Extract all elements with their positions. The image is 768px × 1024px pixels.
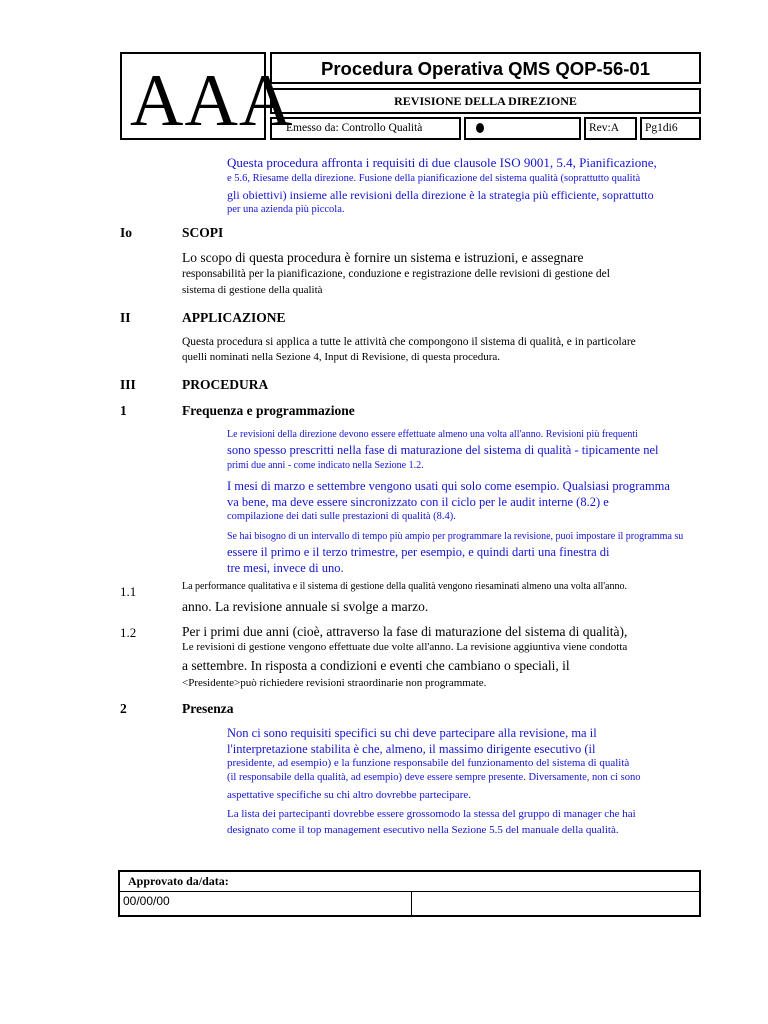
approval-signature-field[interactable] bbox=[415, 892, 697, 915]
bullet-cell bbox=[464, 117, 581, 140]
approval-column-divider bbox=[411, 891, 412, 915]
s12-line: a settembre. In risposta a condizioni e eventi che cambiano o speciali, il bbox=[182, 658, 570, 673]
presenza-note-line: La lista dei partecipanti dovrebbe essere grossomodo la stessa del gruppo di manager che hai bbox=[227, 808, 636, 820]
applicazione-line: Questa procedura si applica a tutte le attività che compongono il sistema di qualità, e in particolare bbox=[182, 336, 636, 348]
section-title-frequenza: Frequenza e programmazione bbox=[182, 403, 355, 418]
title-box bbox=[270, 52, 701, 84]
s12-line: Le revisioni di gestione vengono effettuate due volte all'anno. La revisione aggiuntiva viene condotta bbox=[182, 641, 628, 653]
issued-by: Emesso da: Controllo Qualità bbox=[286, 122, 423, 134]
frequenza-note-line: Le revisioni della direzione devono essere effettuate almeno una volta all'anno. Revisioni più frequenti bbox=[227, 429, 638, 440]
section-number: Io bbox=[120, 225, 133, 240]
company-logo: AAA bbox=[130, 60, 294, 142]
subtitle-box bbox=[270, 88, 701, 114]
intro-line: Questa procedura affronta i requisiti di due clausole ISO 9001, 5.4, Pianificazione, bbox=[227, 155, 657, 170]
frequenza-note-line: Se hai bisogno di un intervallo di tempo più ampio per programmare la revisione, puoi impostare il programma su bbox=[227, 531, 684, 542]
frequenza-note-line: sono spesso prescritti nella fase di maturazione del sistema di qualità - tipicamente nel bbox=[227, 443, 659, 457]
frequenza-note-line: va bene, ma deve essere sincronizzato con il ciclo per le audit interne (8.2) e bbox=[227, 495, 609, 509]
approval-table bbox=[118, 870, 701, 917]
intro-line: e 5.6, Riesame della direzione. Fusione della pianificazione del sistema qualità (soprattutto qualità bbox=[227, 173, 641, 184]
subsection-number: 1.1 bbox=[120, 584, 137, 599]
issued-by-cell bbox=[270, 117, 461, 140]
section-number: 1 bbox=[120, 403, 127, 418]
approval-label: Approvato da/data: bbox=[128, 874, 229, 888]
presenza-note-line: Non ci sono requisiti specifici su chi deve partecipare alla revisione, ma il bbox=[227, 726, 597, 740]
section-title-procedura: PROCEDURA bbox=[182, 377, 269, 392]
section-title-scopi: SCOPI bbox=[182, 225, 224, 240]
s12-line: <Presidente>può richiedere revisioni straordinarie non programmate. bbox=[182, 677, 487, 689]
presenza-note-line: aspettative specifiche su chi altro dovrebbe partecipare. bbox=[227, 789, 472, 801]
scopi-line: responsabilità per la pianificazione, conduzione e registrazione delle revisioni di gestione del bbox=[182, 268, 610, 280]
s11-line: anno. La revisione annuale si svolge a marzo. bbox=[182, 599, 429, 614]
presenza-note-line: presidente, ad esempio) e la funzione responsabile del funzionamento del sistema di qualità bbox=[227, 757, 630, 769]
bullet-icon bbox=[476, 123, 484, 133]
applicazione-line: quelli nominati nella Sezione 4, Input di Revisione, di questa procedura. bbox=[182, 351, 501, 363]
page-cell bbox=[640, 117, 701, 140]
frequenza-note-line: tre mesi, invece di uno. bbox=[227, 561, 344, 575]
intro-line: per una azienda più piccola. bbox=[227, 204, 345, 215]
presenza-note-line: (il responsabile della qualità, ad esempio) deve essere sempre presente. Diversamente, non ci sono bbox=[227, 772, 641, 783]
presenza-note-line: l'interpretazione stabilita è che, almeno, il massimo dirigente esecutivo (il bbox=[227, 742, 596, 756]
revision-cell bbox=[584, 117, 637, 140]
document-title: Procedura Operativa QMS QOP-56-01 bbox=[320, 58, 650, 79]
document-subtitle: REVISIONE DELLA DIREZIONE bbox=[394, 94, 577, 108]
section-title-presenza: Presenza bbox=[182, 701, 234, 716]
scopi-line: Lo scopo di questa procedura è fornire un sistema e istruzioni, e assegnare bbox=[182, 250, 584, 265]
frequenza-note-line: compilazione dei dati sulle prestazioni di qualità (8.4). bbox=[227, 511, 456, 522]
section-number: 2 bbox=[120, 701, 127, 716]
frequenza-note-line: I mesi di marzo e settembre vengono usati qui solo come esempio. Qualsiasi programma bbox=[227, 479, 670, 493]
section-title-applicazione: APPLICAZIONE bbox=[182, 310, 286, 325]
intro-line: gli obiettivi) insieme alle revisioni della direzione è la strategia più efficiente, soprattutto bbox=[227, 188, 654, 202]
frequenza-note-line: essere il primo e il terzo trimestre, per esempio, e quindi darti una finestra di bbox=[227, 545, 610, 559]
subsection-number: 1.2 bbox=[120, 625, 137, 640]
frequenza-note-line: primi due anni - come indicato nella Sezione 1.2. bbox=[227, 460, 424, 471]
s12-line: Per i primi due anni (cioè, attraverso la fase di maturazione del sistema di qualità), bbox=[182, 624, 628, 639]
presenza-note-line: designato come il top management esecutivo nella Sezione 5.5 del manuale della qualità. bbox=[227, 824, 619, 836]
scopi-line: sistema di gestione della qualità bbox=[182, 284, 323, 296]
section-number: III bbox=[120, 377, 136, 392]
section-number: II bbox=[120, 310, 131, 325]
page-number: Pg1di6 bbox=[645, 122, 678, 134]
s11-line: La performance qualitativa e il sistema di gestione della qualità vengono riesaminati almeno una volta all'anno. bbox=[182, 581, 627, 592]
approval-date: 00/00/00 bbox=[123, 894, 170, 908]
revision: Rev:A bbox=[589, 122, 620, 134]
logo-box bbox=[120, 52, 294, 142]
